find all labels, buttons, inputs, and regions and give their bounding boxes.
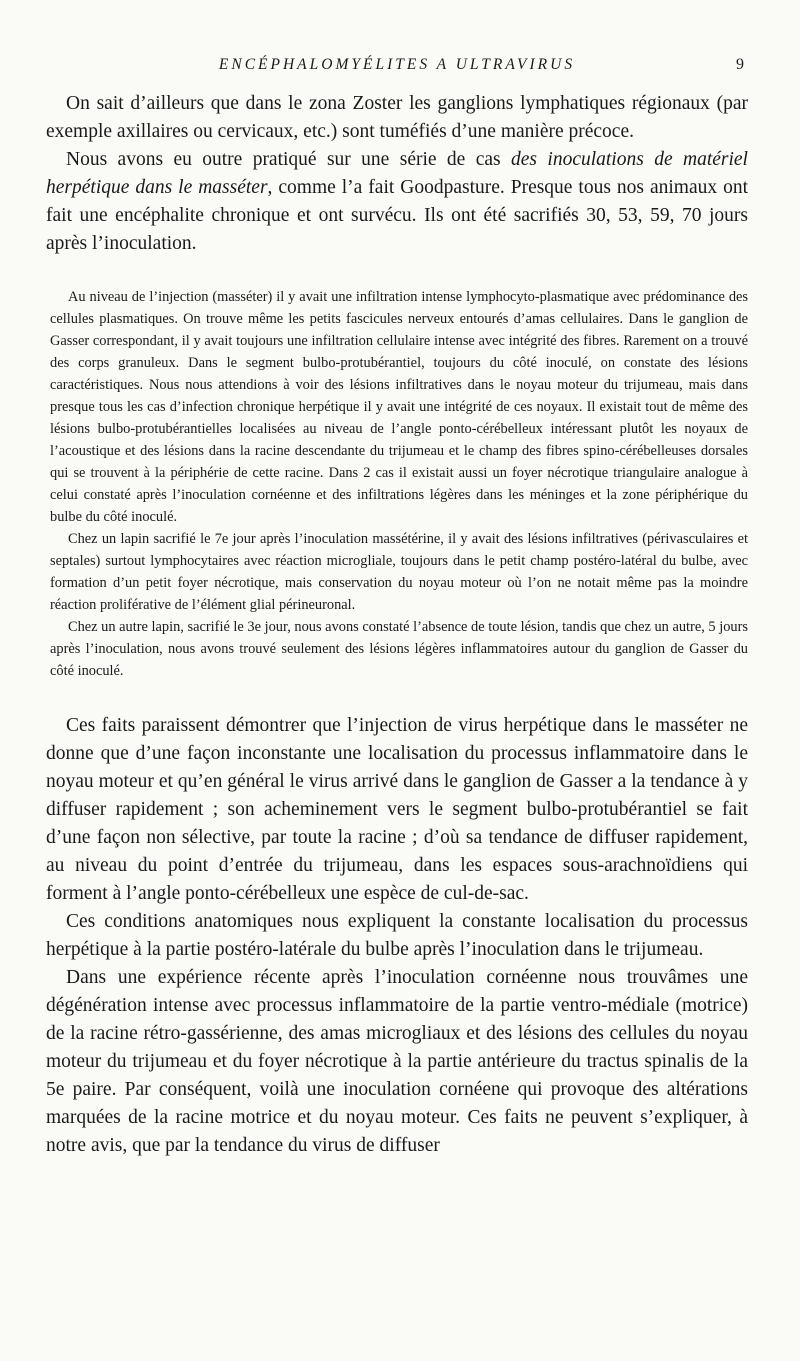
- inoculation-text-before: Nous avons eu outre pratiqué sur une série de cas: [66, 149, 512, 170]
- paragraph-inoculation: [46, 146, 748, 258]
- paragraph-conclusion: Ces faits paraissent démontrer que l’injection de virus herpétique dans le masséter ne donne que d’une façon inconstante une localisation du processus inflammatoire dans le noyau moteur et qu’en général le virus arrivé dans le ganglion de Gasser a la tendance à y diffuser rapidement ; son acheminement vers le segment bulbo-protubérantiel se fait d’une façon non sélective, par toute la racine ; d’où sa tendance de diffuser rapidement, au niveau du point d’entrée du trijumeau, dans les espaces sous-arachnoïdiens qui forment à l’angle ponto-cérébelleux une espèce de cul-de-sac.: [46, 715, 748, 904]
- running-head: [46, 56, 748, 90]
- note-masseter-findings: Au niveau de l’injection (masséter) il y avait une infiltration intense lymphocyto-plasmatique avec prédominance des cellules plasmatiques. On trouve même les petits fascicules nerveux entourés d’amas cellulaires. Dans le ganglion de Gasser correspondant, il y avait toujours une infiltration cellulaire intense avec intégrité des fibres. Rarement on a trouvé des corps granuleux. Dans le segment bulbo-protubérantiel, toujours du côté inoculé, on constate des lésions caractéristiques. Nous nous attendions à voir des lésions infiltratives dans le noyau moteur du trijumeau, mais dans presque tous les cas d’infection chronique herpétique il y avait une intégrité de ces noyaux. Il existait tout de même des lésions bulbo-protubérantielles localisées au niveau de l’angle ponto-cérébelleux intéressant plutôt les noyaux de l’acoustique et des lésions dans la racine descendante du trijumeau et le champ des fibres spino-cérébelleuses dorsales qui se trouvent à la périphérie de cette racine. Dans 2 cas il existait aussi un foyer nécrotique triangulaire analogue à celui constaté après l’inoculation cornéenne et des infiltrations légères dans les méninges et la zone périphérique du bulbe du côté inoculé.: [50, 289, 748, 525]
- body-text-top: [46, 90, 748, 258]
- paragraph-zona: On sait d’ailleurs que dans le zona Zoster les ganglions lymphatiques régionaux (par exemple axillaires ou cervicaux, etc.) sont tuméfiés d’une manière précoce.: [46, 93, 748, 142]
- note-day3-rabbit: Chez un autre lapin, sacrifié le 3e jour, nous avons constaté l’absence de toute lésion, tandis que chez un autre, 5 jours après l’inoculation, nous avons trouvé seulement des lésions légères inflammatoires autour du ganglion de Gasser du côté inoculé.: [50, 619, 748, 679]
- body-text-bottom: [46, 712, 748, 1160]
- running-title: ENCÉPHALOMYÉLITES A ULTRAVIRUS: [218, 56, 576, 73]
- page-number: 9: [736, 56, 744, 73]
- paragraph-corneal-experiment: Dans une expérience récente après l’inoculation cornéenne nous trouvâmes une dégénération intense avec processus inflammatoire de la partie ventro-médiale (motrice) de la racine rétro-gassérienne, des amas microgliaux et des lésions des cellules du noyau moteur du trijumeau et du foyer nécrotique à la partie antérieure du tractus spinalis de la 5e paire. Par conséquent, voilà une inoculation cornéene qui provoque des altérations marquées de la racine motrice et du noyau moteur. Ces faits ne peuvent s’expliquer, à notre avis, que par la tendance du virus de diffuser: [46, 967, 748, 1156]
- inoculation-emphasis: des inoculations de matériel herpétique dans le masséter: [46, 149, 748, 198]
- inoculation-text-after: , comme l’a fait Goodpasture. Presque tous nos animaux ont fait une encéphalite chronique et ont survécu. Ils ont été sacrifiés 30, 53, 59, 70 jours après l’inoculation.: [46, 177, 748, 254]
- paragraph-anatomy: Ces conditions anatomiques nous expliquent la constante localisation du processus herpétique à la partie postéro-latérale du bulbe après l’inoculation dans le trijumeau.: [46, 911, 748, 960]
- note-day7-rabbit: Chez un lapin sacrifié le 7e jour après l’inoculation massétérine, il y avait des lésions infiltratives (périvasculaires et septales) surtout lymphocytaires avec réaction microgliale, toujours dans le petit champ postéro-latéral du bulbe, avec formation d’un petit foyer nécrotique, mais conservation du noyau moteur où l’on ne notait même pas la moindre réaction proliférative de l’élément glial périneuronal.: [50, 531, 748, 613]
- experimental-notes: [50, 286, 748, 682]
